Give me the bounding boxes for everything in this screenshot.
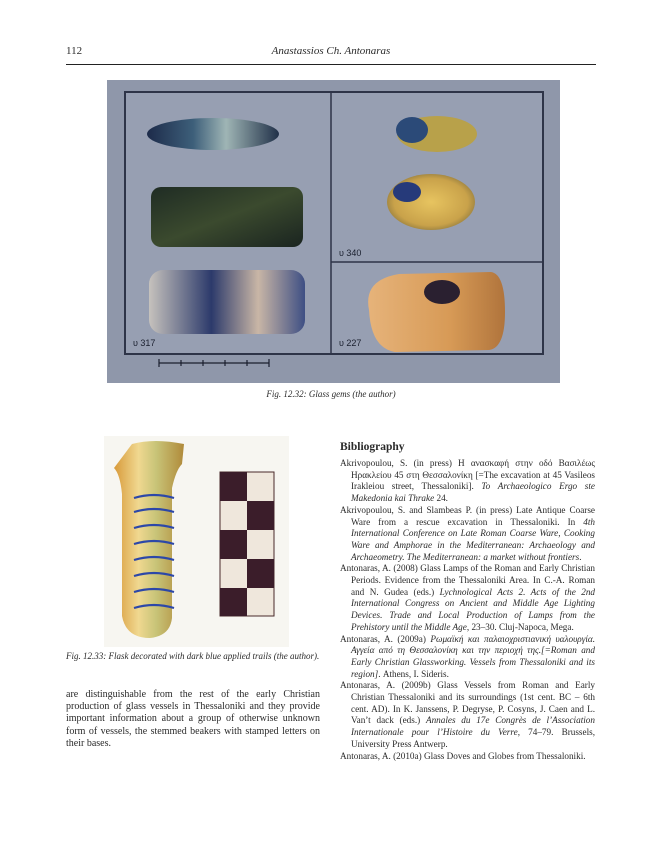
bib-entry: Akrivopoulou, S. and Slambeas P. (in press) Late Antique Coarse Ware from a rescue excavation in Thessaloniki. In 4th International Conference on Late Roman Coarse Ware, Cooking Ware and Amphorae in the Mediterranean: Archaeology and Archaeometry. The Mediterranean: a market without frontiers. (340, 504, 595, 562)
figure-flask (104, 436, 289, 647)
bibliography-heading: Bibliography (340, 441, 405, 453)
figure-2-caption: Fig. 12.33: Flask decorated with dark blue applied trails (the author). (66, 651, 320, 661)
figure-glass-gems (107, 80, 560, 383)
gem-2 (151, 187, 303, 247)
gem-3 (149, 270, 305, 334)
flask-photo (104, 436, 289, 647)
page-number: 112 (66, 45, 83, 57)
glass-gems-photo (107, 80, 560, 383)
bib-entry: Antonaras, A. (2008) Glass Lamps of the Roman and Early Christian Periods. Evidence from the Thessaloniki Area. In C.-A. Roman and N. Gudea (eds.) Lychnological Acts 2. Acts of the 2nd International Congress on Ancient and Middle Age Lighting Devices. Trade and Local Production of Lamps from the Prehistory until the Middle Age, 23–30. Cluj-Napoca, Mega. (340, 563, 596, 632)
header-rule (66, 64, 596, 65)
bibliography-list (340, 458, 595, 762)
label-u340: υ 340 (339, 248, 362, 258)
bib-entry: Antonaras, A. (2009a) Ρωμαϊκή και παλαιοχριστιανική υαλουργία. Αγγεία από τη Θεσσαλονίκη και την περιοχή της.[=Roman and Early Christian Glassworking. Vessels from Thessaloniki and its region]. Athens, I. Sideris. (340, 633, 595, 679)
figure-1-caption: Fig. 12.32: Glass gems (the author) (266, 389, 396, 399)
running-head: Anastassios Ch. Antonaras (271, 45, 391, 57)
label-u227: υ 227 (339, 338, 362, 348)
scale-bar (159, 359, 269, 367)
gem-1 (147, 118, 279, 150)
checker-scale (220, 472, 274, 616)
bib-entry: Akrivopoulou, S. (in press) Η ανασκαφή στην οδό Βασιλέως Ηρακλείου 45 στη Θεσσαλονίκη [=The excavation at 45 Vasileos Irakleiou street, Thessaloniki]. To Archaeologico Ergo ste Makedonia kai Thrake 24. (340, 458, 595, 504)
bib-entry: Antonaras, A. (2010a) Glass Doves and Globes from Thessaloniki. (340, 750, 586, 761)
gem-5 (387, 174, 475, 230)
bib-entry: Antonaras, A. (2009b) Glass Vessels from Roman and Early Christian Thessaloniki and its surroundings (1st cent. BC – 6th cent. AD). In K. Janssens, P. Degryse, P. Cosyns, J. Caen and L. Van’t dack (eds.) Annales du 17e Congrès de l’Association Internationale pour l’Histoire du Verre, 74–79. Brussels, University Press Antwerp. (340, 680, 595, 749)
body-paragraph: are distinguishable from the rest of the early Christian production of glass vessels in Thessaloniki and they provide important information about a group of otherwise unknown form of vessels, the stemmed beakers with stamped letters on their bases. (66, 689, 320, 749)
label-u317: υ 317 (133, 338, 156, 348)
page-header (66, 45, 596, 63)
